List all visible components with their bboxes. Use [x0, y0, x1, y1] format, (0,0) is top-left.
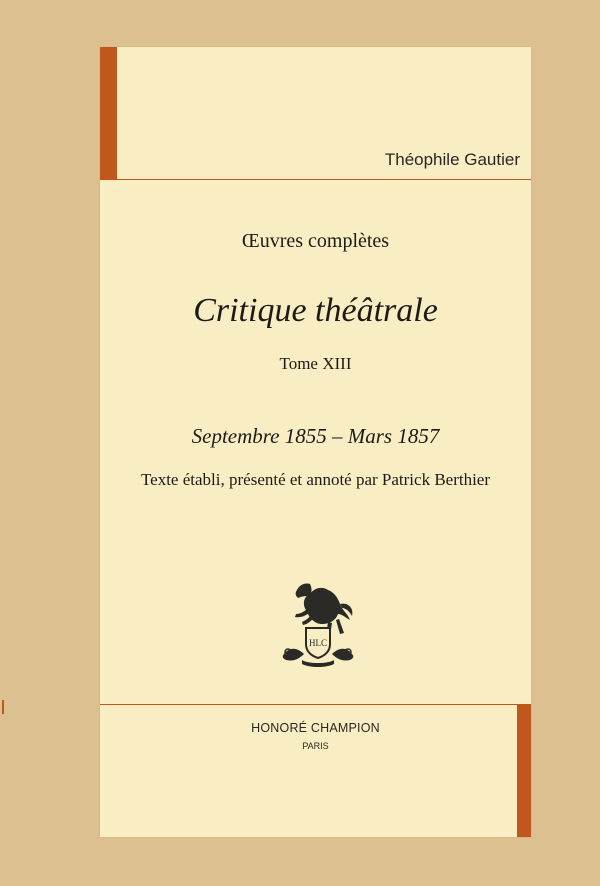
publisher-city: PARIS: [302, 741, 329, 751]
author-name: Théophile Gautier: [384, 150, 520, 169]
publisher-name: HONORÉ CHAMPION: [251, 721, 380, 735]
date-range: Septembre 1855 – Mars 1857: [191, 424, 440, 448]
edge-mark: [2, 700, 4, 714]
editor-credit: Texte établi, présenté et annoté par Patrick Berthier: [140, 470, 491, 489]
top-rule: [117, 179, 531, 180]
series-title: Œuvres complètes: [241, 230, 390, 252]
accent-bar-top-left: [100, 47, 117, 180]
rearing-horse-publisher-mark-icon: [276, 574, 360, 670]
volume-number: Tome XIII: [279, 354, 352, 373]
book-title: Critique théâtrale: [193, 292, 438, 329]
emblem-monogram: HLC: [309, 638, 327, 648]
bottom-rule: [100, 704, 517, 705]
